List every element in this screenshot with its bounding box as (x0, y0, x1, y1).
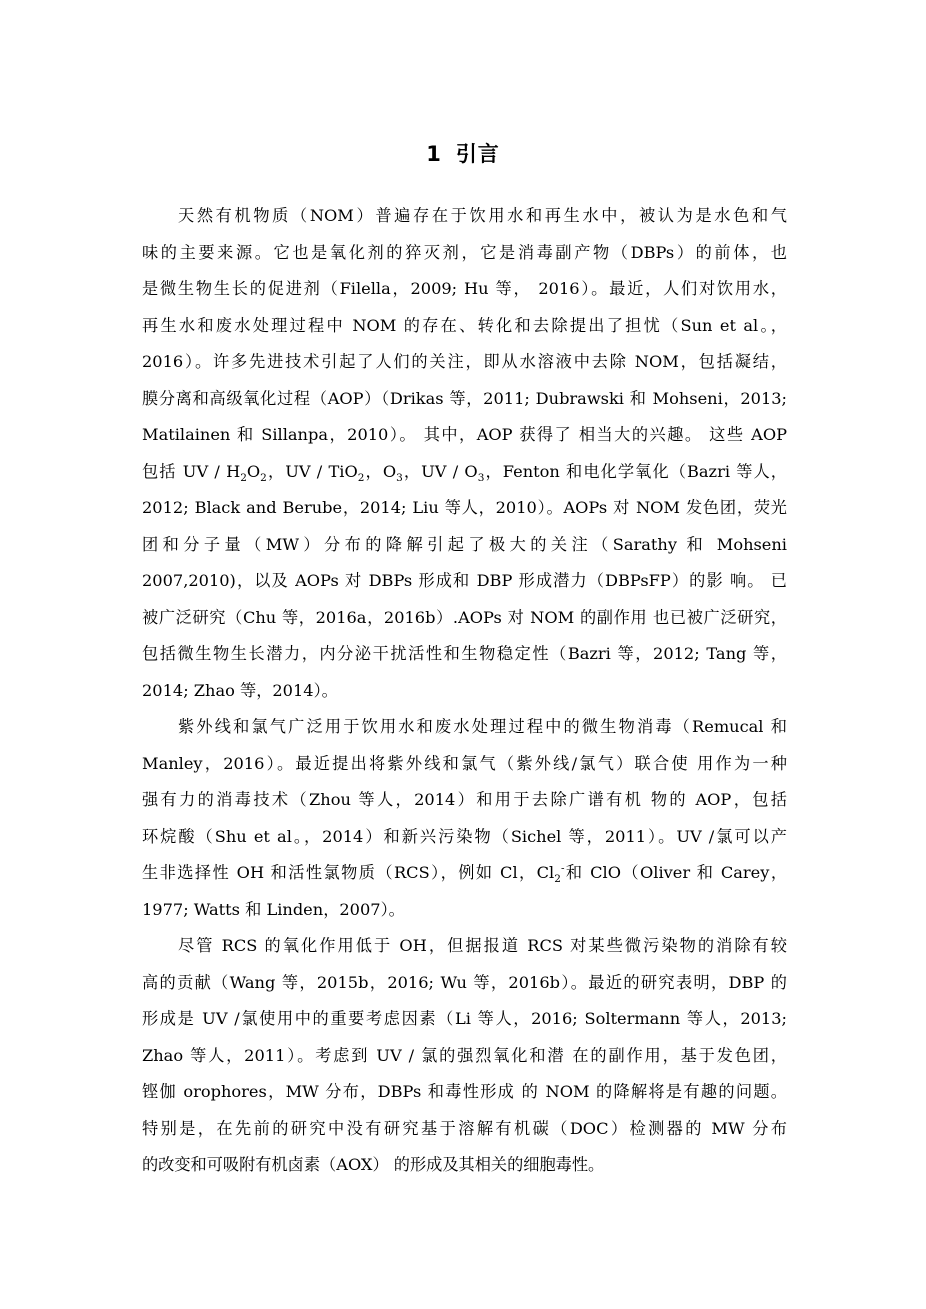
text-line: Matilainen 和 Sillanpa，2010）。 其中，AOP 获得了 相当大的兴趣。 这些 AOP (142, 425, 787, 444)
text-fragment: ，O (364, 461, 397, 481)
subscript: 2 (240, 471, 247, 484)
subscript: 3 (477, 471, 485, 484)
body-text (142, 198, 787, 1184)
text-line: Manley，2016）。最近提出将紫外线和氯气（紫外线/氯气）联合使 用作为一种 (142, 753, 787, 773)
text-line: 1977; Watts 和 Linden，2007）。 (142, 899, 405, 919)
text-line: 包括微生物生长潜力，内分泌干扰活性和生物稳定性（Bazri 等，2012; Tang 等， (142, 644, 787, 663)
text-fragment: 生非选择性 OH 和活性氯物质（RCS），例如 Cl，Cl (142, 863, 555, 882)
subscript: 2 (554, 873, 561, 886)
text-line: 铿伽 orophores，MW 分布，DBPs 和毒性形成 的 NOM 的降解将是有趣的问题。 (142, 1082, 787, 1101)
subscript: 2 (260, 471, 267, 484)
text-line: 强有力的消毒技术（Zhou 等人，2014）和用于去除广谱有机 物的 AOP，包括 (142, 790, 787, 809)
text-line: 的改变和可吸附有机卤素（AOX） 的形成及其相关的细胞毒性。 (142, 1155, 605, 1174)
subscript: 3 (396, 471, 403, 484)
text-line: 尽管 RCS 的氧化作用低于 OH，但据报道 RCS 对某些微污染物的消除有较 (178, 936, 787, 955)
text-fragment: 和 ClO（Oliver 和 Carey， (564, 863, 788, 882)
section-title-text: 引言 (455, 142, 500, 166)
text-line: 味的主要来源。它也是氧化剂的猝灭剂，它是消毒副产物（DBPs）的前体，也 (142, 242, 787, 262)
text-line: 2012; Black and Berube，2014; Liu 等人，2010）。AOPs 对 NOM 发色团，荧光 (142, 498, 787, 517)
text-fragment: O (246, 461, 261, 481)
text-line: 天然有机物质（NOM）普遍存在于饮用水和再生水中，被认为是水色和气 (178, 206, 787, 225)
text-fragment: ，UV / O (402, 461, 478, 481)
section-number: 1 (426, 142, 442, 166)
text-fragment: ，UV / TiO (266, 461, 358, 481)
section-title (0, 139, 926, 169)
text-fragment: ，Fenton 和电化学氧化（Bazri 等人， (484, 461, 787, 481)
paragraph (142, 198, 787, 709)
text-line (142, 855, 787, 892)
subscript: 2 (357, 471, 365, 484)
text-line: 2007,2010)，以及 AOPs 对 DBPs 形成和 DBP 形成潜力（DBPsFP）的影 响。 已 (142, 571, 787, 590)
text-line: 2016）。许多先进技术引起了人们的关注，即从水溶液中去除 NOM，包括凝结， (142, 352, 787, 371)
text-line: 是微生物生长的促进剂（Filella，2009; Hu 等， 2016）。最近，人们对饮用水， (142, 279, 787, 298)
text-line: 再生水和废水处理过程中 NOM 的存在、转化和去除提出了担忧（Sun et al。， (142, 315, 787, 335)
text-line: 高的贡献（Wang 等，2015b，2016; Wu 等，2016b）。最近的研究表明，DBP 的 (142, 972, 787, 992)
text-line: 团和分子量（MW）分布的降解引起了极大的关注（Sarathy 和 Mohseni (142, 534, 787, 554)
text-line: 环烷酸（Shu et al。，2014）和新兴污染物（Sichel 等，2011）。UV /氯可以产 (142, 826, 787, 846)
text-line: Zhao 等人，2011）。考虑到 UV / 氯的强烈氧化和潜 在的副作用，基于发色团， (142, 1045, 787, 1065)
text-fragment: 包括 UV / H (142, 461, 241, 481)
text-line: 形成是 UV /氯使用中的重要考虑因素（Li 等人，2016; Soltermann 等人，2013; (142, 1009, 787, 1028)
text-line: 紫外线和氯气广泛用于饮用水和废水处理过程中的微生物消毒（Remucal 和 (178, 717, 787, 736)
text-line (142, 454, 787, 491)
paragraph (142, 928, 787, 1184)
text-line: 2014; Zhao 等，2014）。 (142, 680, 338, 700)
paragraph (142, 709, 787, 928)
text-line: 特别是，在先前的研究中没有研究基于溶解有机碳（DOC）检测器的 MW 分布 (142, 1118, 787, 1138)
superscript: - (560, 862, 565, 875)
text-line: 被广泛研究（Chu 等，2016a，2016b）.AOPs 对 NOM 的副作用 也已被广泛研究， (142, 607, 787, 627)
text-line: 膜分离和高级氧化过程（AOP）（Drikas 等，2011; Dubrawski 和 Mohseni，2013; (142, 388, 787, 408)
